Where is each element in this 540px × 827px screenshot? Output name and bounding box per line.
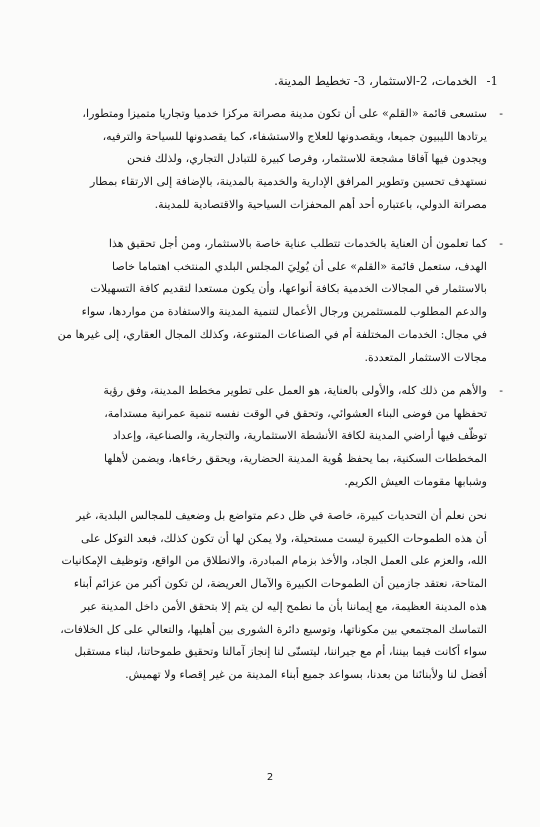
text-line: الهدف، ستعمل قائمة «القلم» على أن يُولِيَ المجلس البلدي المنتخب اهتماما خاصا bbox=[111, 259, 487, 273]
closing-text bbox=[52, 505, 487, 687]
text-line: ستسعى قائمة «القلم» على أن تكون مدينة مصراتة مركزا خدميا وتجاريا متميزا ومتطورا، bbox=[82, 107, 487, 120]
text-line: سواء أكانت فيما بيننا، أم مع جيراننا، ليتسنّى لنا إنجاز آمالنا وتحقيق طموحاتنا، لبناء مستقبل bbox=[74, 645, 487, 659]
bullet-paragraph bbox=[52, 233, 487, 369]
bullet-paragraph bbox=[52, 380, 487, 494]
text-line: مجالات الاستثمار المتعددة. bbox=[364, 350, 487, 364]
text-line: تحفظها من فوضى البناء العشوائي، وتحقق في الوقت نفسه تنمية عمرانية مستدامة، bbox=[104, 406, 487, 420]
text-line: نستهدف تحسين وتطوير المرافق الإدارية والخدمية بالمدينة، بالإضافة إلى الارتقاء بمطار bbox=[90, 175, 487, 189]
bullet-paragraph bbox=[52, 103, 487, 217]
text-line: يرتادها الليبيون جميعا، ويقصدونها للعلاج والاستشفاء، كما يقصدونها للسياحة والترفيه، bbox=[102, 129, 487, 143]
page-number: 2 bbox=[266, 772, 274, 783]
bullet-marker: - bbox=[499, 384, 503, 397]
bullet-marker: - bbox=[499, 237, 503, 250]
text-line: مصراتة الدولي، باعتباره أحد أهم المحفزات السياحية والاقتصادية للمدينة. bbox=[154, 197, 487, 211]
text-line: في مجال: الخدمات المختلفة أم في الصناعات المتنوعة، وكذلك المجال العقاري، إلى غيرها من bbox=[57, 327, 487, 341]
text-line: أن هذه الطموحات الكبيرة ليست مستحيلة، ولا يمكن لها أن تكون كذلك، فبعد التوكل على bbox=[80, 531, 487, 545]
text-line: ويجدون فيها آفاقا مشجعة للاستثمار، وفرصا كبيرة للتبادل التجاري، ولذلك فنحن bbox=[127, 152, 487, 166]
text-line: توظّف فيها أراضي المدينة لكافة الأنشطة الاستثمارية، والتجارية، والصناعية، وإعداد bbox=[112, 429, 487, 443]
text-line: المخططات السكنية، بما يحفظ هُوية المدينة الحضارية، ويحقق رخاءها، ويضمن لأهلها bbox=[104, 452, 487, 466]
closing-paragraph bbox=[52, 505, 487, 687]
bullet-services bbox=[52, 103, 503, 217]
text-line: نحن نعلم أن التحديات كبيرة، خاصة في ظل دعم متواضع بل وضعيف للمجالس البلدية، غير bbox=[76, 509, 487, 522]
text-line: بالاستثمار في المجالات الخدمية بكافة أنواعها، وأن يكون مستعدا لتقديم كافة التسهيلات bbox=[90, 282, 487, 296]
text-line: وشبابها مقومات العيش الكريم. bbox=[344, 474, 487, 488]
text-line: التماسك المجتمعي بين مكوناتها، وتوسيع دائرة الشورى بين أهليها، والتعالي على كل الخلافات، bbox=[60, 622, 487, 636]
text-line: الله، والعزم على العمل الجاد، والأخذ بزمام المبادرة، والانطلاق من الواقع، وتوظيف الإمكانيات bbox=[61, 554, 487, 568]
bullet-investment bbox=[52, 233, 503, 369]
text-line: أفضل لنا ولأبنائنا من بعدنا، بسواعد جميع أبناء المدينة من غير إقصاء ولا تهميش. bbox=[125, 667, 487, 681]
text-line: والأهم من ذلك كله، والأولى بالعناية، هو العمل على تطوير مخطط المدينة، وفق رؤية bbox=[103, 384, 487, 397]
text-line: كما تعلمون أن العناية بالخدمات تتطلب عناية خاصة بالاستثمار، ومن أجل تحقيق هذا bbox=[108, 237, 487, 250]
text-line: هذه المدينة العظيمة، مع إيماننا بأن ما نطمح إليه لن يتم إلا بتحقق الأمن داخل المدينة عبر bbox=[80, 599, 487, 613]
bullet-marker: - bbox=[499, 107, 503, 120]
heading-number: 1- bbox=[486, 74, 498, 88]
bullet-city-planning bbox=[52, 380, 503, 494]
heading-text: الخدمات، 2-الاستثمار، 3- تخطيط المدينة. bbox=[274, 74, 477, 88]
section-heading bbox=[42, 73, 498, 89]
text-line: والدعم المطلوب للمستثمرين ورجال الأعمال لتنمية المدينة والاستفادة من مواردها، سواء bbox=[81, 305, 487, 319]
text-line: المتاحة، نعتقد جازمين أن الطموحات الكبيرة والآمال العريضة، لن تكون أكبر من عزائم أبناء bbox=[73, 577, 487, 591]
